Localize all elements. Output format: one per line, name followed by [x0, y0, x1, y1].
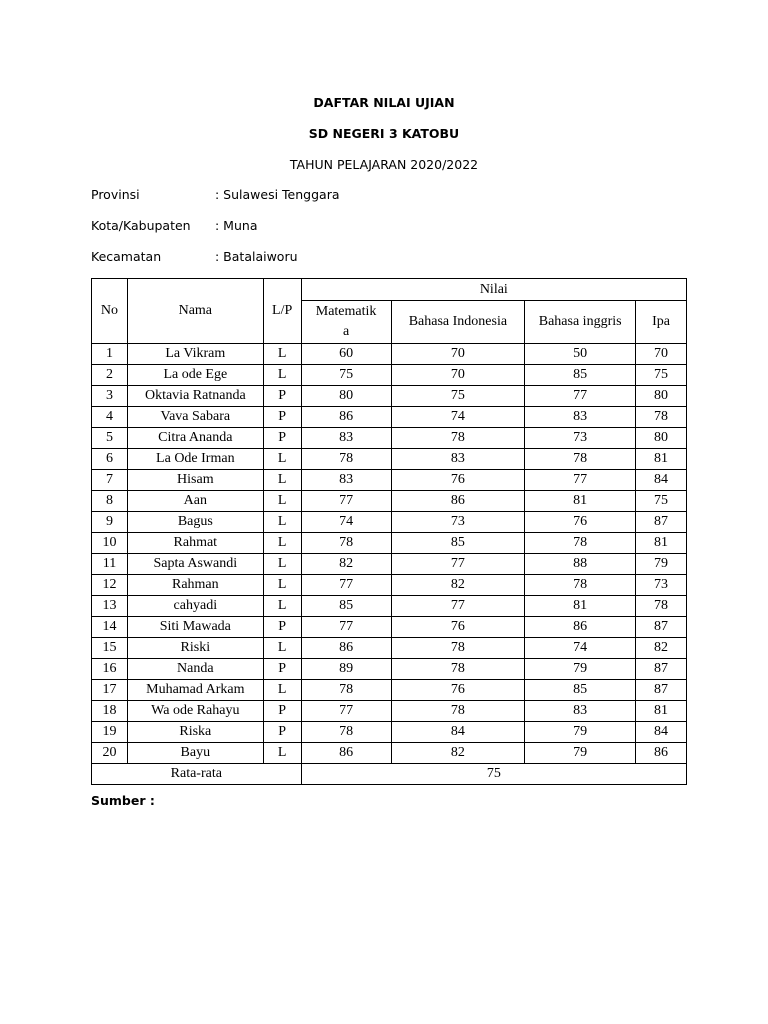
cell-nama: Bagus: [127, 512, 263, 533]
cell-ipa: 75: [636, 491, 687, 512]
cell-lp: L: [263, 638, 301, 659]
cell-lp: P: [263, 659, 301, 680]
cell-ipa: 73: [636, 575, 687, 596]
cell-bahasa-inggris: 86: [525, 617, 636, 638]
cell-lp: L: [263, 596, 301, 617]
cell-lp: P: [263, 428, 301, 449]
cell-lp: P: [263, 617, 301, 638]
cell-matematika: 80: [301, 386, 391, 407]
header-nilai: Nilai: [301, 279, 686, 301]
cell-nama: Riska: [127, 722, 263, 743]
table-row: [92, 680, 687, 701]
cell-no: 5: [92, 428, 128, 449]
cell-bahasa-inggris: 85: [525, 680, 636, 701]
cell-no: 16: [92, 659, 128, 680]
cell-bahasa-inggris: 81: [525, 596, 636, 617]
cell-matematika: 82: [301, 554, 391, 575]
cell-lp: L: [263, 365, 301, 386]
cell-lp: L: [263, 680, 301, 701]
table-row: [92, 701, 687, 722]
cell-nama: Hisam: [127, 470, 263, 491]
header-bahasa-inggris: Bahasa inggris: [525, 301, 636, 344]
cell-lp: P: [263, 701, 301, 722]
cell-bahasa-inggris: 73: [525, 428, 636, 449]
cell-nama: La Vikram: [127, 344, 263, 365]
info-provinsi: [91, 187, 340, 202]
cell-ipa: 82: [636, 638, 687, 659]
cell-matematika: 77: [301, 491, 391, 512]
table-row: [92, 638, 687, 659]
source-label: Sumber :: [91, 793, 155, 808]
header-matematika-line1: Matematik: [315, 304, 377, 319]
table-row: [92, 575, 687, 596]
cell-bahasa-indonesia: 78: [391, 659, 525, 680]
cell-matematika: 60: [301, 344, 391, 365]
cell-bahasa-inggris: 77: [525, 386, 636, 407]
cell-bahasa-indonesia: 76: [391, 617, 525, 638]
cell-nama: Vava Sabara: [127, 407, 263, 428]
cell-nama: Sapta Aswandi: [127, 554, 263, 575]
cell-lp: L: [263, 470, 301, 491]
table-row: [92, 365, 687, 386]
cell-ipa: 70: [636, 344, 687, 365]
info-provinsi-label: Provinsi: [91, 187, 140, 202]
cell-matematika: 74: [301, 512, 391, 533]
cell-ipa: 87: [636, 617, 687, 638]
cell-ipa: 81: [636, 449, 687, 470]
cell-matematika: 77: [301, 617, 391, 638]
cell-nama: Siti Mawada: [127, 617, 263, 638]
cell-lp: L: [263, 512, 301, 533]
cell-no: 18: [92, 701, 128, 722]
cell-lp: P: [263, 722, 301, 743]
school-name: SD NEGERI 3 KATOBU: [308, 126, 460, 141]
header-matematika-line2: a: [342, 324, 350, 339]
cell-ipa: 78: [636, 407, 687, 428]
cell-matematika: 78: [301, 722, 391, 743]
info-kecamatan: [91, 249, 298, 264]
footer-label: Rata-rata: [92, 764, 302, 785]
cell-bahasa-indonesia: 84: [391, 722, 525, 743]
info-kecamatan-value: : Batalaiworu: [215, 249, 298, 264]
header-ipa: Ipa: [636, 301, 687, 344]
table-row: [92, 617, 687, 638]
cell-lp: P: [263, 407, 301, 428]
cell-no: 8: [92, 491, 128, 512]
cell-ipa: 80: [636, 428, 687, 449]
cell-nama: La ode Ege: [127, 365, 263, 386]
cell-nama: La Ode Irman: [127, 449, 263, 470]
cell-bahasa-indonesia: 74: [391, 407, 525, 428]
cell-bahasa-indonesia: 77: [391, 554, 525, 575]
header-bahasa-indonesia: Bahasa Indonesia: [391, 301, 525, 344]
cell-no: 9: [92, 512, 128, 533]
cell-no: 7: [92, 470, 128, 491]
cell-bahasa-inggris: 88: [525, 554, 636, 575]
cell-bahasa-inggris: 78: [525, 575, 636, 596]
cell-no: 15: [92, 638, 128, 659]
cell-lp: L: [263, 554, 301, 575]
cell-matematika: 75: [301, 365, 391, 386]
cell-nama: Wa ode Rahayu: [127, 701, 263, 722]
cell-no: 17: [92, 680, 128, 701]
table-row: [92, 596, 687, 617]
cell-nama: Citra Ananda: [127, 428, 263, 449]
cell-bahasa-inggris: 78: [525, 533, 636, 554]
cell-ipa: 75: [636, 365, 687, 386]
table-row: [92, 659, 687, 680]
cell-no: 13: [92, 596, 128, 617]
info-kecamatan-label: Kecamatan: [91, 249, 162, 264]
table-row: [92, 449, 687, 470]
cell-no: 20: [92, 743, 128, 764]
cell-no: 2: [92, 365, 128, 386]
cell-bahasa-indonesia: 70: [391, 344, 525, 365]
cell-no: 1: [92, 344, 128, 365]
cell-ipa: 87: [636, 659, 687, 680]
cell-bahasa-indonesia: 78: [391, 428, 525, 449]
cell-bahasa-inggris: 79: [525, 722, 636, 743]
cell-no: 12: [92, 575, 128, 596]
table-row: [92, 491, 687, 512]
cell-ipa: 87: [636, 512, 687, 533]
cell-nama: Aan: [127, 491, 263, 512]
document-title: DAFTAR NILAI UJIAN: [313, 95, 455, 110]
cell-bahasa-inggris: 83: [525, 407, 636, 428]
cell-ipa: 80: [636, 386, 687, 407]
cell-matematika: 77: [301, 575, 391, 596]
table-row: [92, 407, 687, 428]
header-no: No: [92, 279, 128, 344]
cell-bahasa-indonesia: 85: [391, 533, 525, 554]
cell-bahasa-indonesia: 82: [391, 743, 525, 764]
info-kota-value: : Muna: [215, 218, 258, 233]
cell-ipa: 81: [636, 701, 687, 722]
cell-no: 3: [92, 386, 128, 407]
cell-lp: L: [263, 743, 301, 764]
cell-bahasa-inggris: 76: [525, 512, 636, 533]
cell-bahasa-inggris: 79: [525, 659, 636, 680]
cell-matematika: 85: [301, 596, 391, 617]
header-nama: Nama: [127, 279, 263, 344]
academic-year: TAHUN PELAJARAN 2020/2022: [289, 157, 479, 172]
cell-lp: L: [263, 533, 301, 554]
cell-matematika: 83: [301, 470, 391, 491]
cell-lp: L: [263, 449, 301, 470]
cell-matematika: 83: [301, 428, 391, 449]
cell-no: 10: [92, 533, 128, 554]
cell-lp: L: [263, 575, 301, 596]
cell-bahasa-indonesia: 78: [391, 701, 525, 722]
cell-matematika: 86: [301, 407, 391, 428]
cell-lp: P: [263, 386, 301, 407]
cell-nama: Rahmat: [127, 533, 263, 554]
cell-no: 19: [92, 722, 128, 743]
cell-bahasa-inggris: 77: [525, 470, 636, 491]
table-row: [92, 512, 687, 533]
table-row: [92, 722, 687, 743]
table-row: [92, 470, 687, 491]
table-row: [92, 344, 687, 365]
cell-no: 4: [92, 407, 128, 428]
header-lp: L/P: [263, 279, 301, 344]
cell-matematika: 89: [301, 659, 391, 680]
cell-bahasa-indonesia: 83: [391, 449, 525, 470]
cell-ipa: 78: [636, 596, 687, 617]
cell-bahasa-indonesia: 86: [391, 491, 525, 512]
table-row: [92, 386, 687, 407]
cell-bahasa-indonesia: 76: [391, 680, 525, 701]
cell-bahasa-indonesia: 78: [391, 638, 525, 659]
cell-bahasa-indonesia: 77: [391, 596, 525, 617]
cell-bahasa-inggris: 78: [525, 449, 636, 470]
cell-ipa: 79: [636, 554, 687, 575]
cell-matematika: 86: [301, 638, 391, 659]
cell-lp: L: [263, 344, 301, 365]
cell-bahasa-inggris: 85: [525, 365, 636, 386]
cell-bahasa-inggris: 83: [525, 701, 636, 722]
cell-nama: Nanda: [127, 659, 263, 680]
cell-ipa: 87: [636, 680, 687, 701]
cell-bahasa-indonesia: 75: [391, 386, 525, 407]
cell-bahasa-inggris: 81: [525, 491, 636, 512]
cell-bahasa-inggris: 79: [525, 743, 636, 764]
cell-ipa: 81: [636, 533, 687, 554]
table-row: [92, 743, 687, 764]
cell-matematika: 77: [301, 701, 391, 722]
grades-body: [92, 344, 687, 764]
table-row: [92, 533, 687, 554]
cell-no: 6: [92, 449, 128, 470]
cell-bahasa-indonesia: 73: [391, 512, 525, 533]
cell-bahasa-inggris: 74: [525, 638, 636, 659]
cell-ipa: 84: [636, 470, 687, 491]
cell-ipa: 86: [636, 743, 687, 764]
cell-matematika: 86: [301, 743, 391, 764]
table-row: [92, 428, 687, 449]
cell-bahasa-inggris: 50: [525, 344, 636, 365]
cell-bahasa-indonesia: 70: [391, 365, 525, 386]
info-kota-label: Kota/Kabupaten: [91, 218, 191, 233]
cell-ipa: 84: [636, 722, 687, 743]
cell-nama: Oktavia Ratnanda: [127, 386, 263, 407]
info-kota: [91, 218, 257, 233]
cell-no: 11: [92, 554, 128, 575]
cell-bahasa-indonesia: 76: [391, 470, 525, 491]
cell-nama: Muhamad Arkam: [127, 680, 263, 701]
grades-table: [91, 278, 687, 785]
cell-nama: cahyadi: [127, 596, 263, 617]
cell-nama: Bayu: [127, 743, 263, 764]
cell-no: 14: [92, 617, 128, 638]
cell-nama: Rahman: [127, 575, 263, 596]
cell-bahasa-indonesia: 82: [391, 575, 525, 596]
cell-nama: Riski: [127, 638, 263, 659]
info-provinsi-value: : Sulawesi Tenggara: [215, 187, 340, 202]
cell-matematika: 78: [301, 680, 391, 701]
cell-lp: L: [263, 491, 301, 512]
header-matematika: [301, 301, 391, 344]
cell-matematika: 78: [301, 533, 391, 554]
footer-value: 75: [301, 764, 686, 785]
cell-matematika: 78: [301, 449, 391, 470]
table-row: [92, 554, 687, 575]
